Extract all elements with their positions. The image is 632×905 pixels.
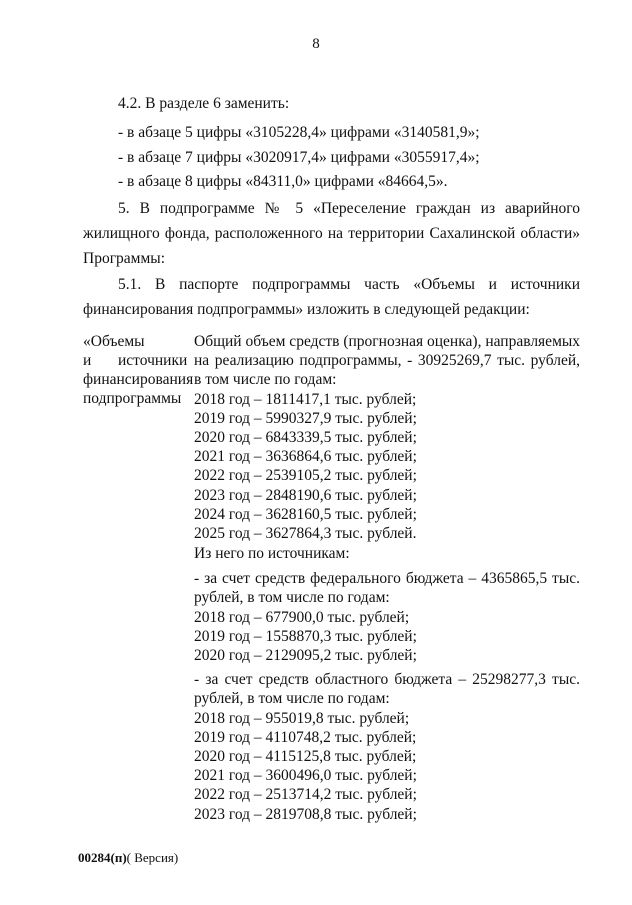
federal-year-row: 2019 год – 1558870,3 тыс. рублей; <box>194 627 417 645</box>
total-year-row: 2025 год – 3627864,3 тыс. рублей. <box>194 524 417 542</box>
section-4-2-item: - в абзаце 5 цифры «3105228,4» цифрами «3140581,9»; <box>118 124 480 141</box>
federal-year-row: 2020 год – 2129095,2 тыс. рублей; <box>194 646 417 664</box>
section-4-2-heading: 4.2. В разделе 6 заменить: <box>118 95 290 112</box>
regional-year-row: 2018 год – 955019,8 тыс. рублей; <box>194 709 410 727</box>
document-code: 00284(п) <box>78 850 127 865</box>
section-4-2-item: - в абзаце 7 цифры «3020917,4» цифрами «3055917,4»; <box>118 149 480 166</box>
section-4-2-item: - в абзаце 8 цифры «84311,0» цифрами «84664,5». <box>118 173 448 190</box>
federal-text: рублей, в том числе по годам: <box>194 589 390 606</box>
section-5-line: 5. В подпрограмме № 5 «Переселение граждан из аварийного <box>118 200 580 217</box>
table-label: финансирования <box>83 371 194 388</box>
regional-text: рублей, в том числе по годам: <box>194 690 390 707</box>
table-label: подпрограммы <box>83 390 182 407</box>
regional-year-row: 2021 год – 3600496,0 тыс. рублей; <box>194 767 417 785</box>
total-year-row: 2018 год – 1811417,1 тыс. рублей; <box>194 390 417 408</box>
section-5-line: жилищного фонда, расположенного на территории Сахалинской области» <box>83 225 580 242</box>
total-year-row: 2023 год – 2848190,6 тыс. рублей; <box>194 486 417 504</box>
regional-text: - за счет средств областного бюджета – 25298277,3 тыс. <box>194 671 580 688</box>
regional-year-row: 2022 год – 2513714,2 тыс. рублей; <box>194 786 417 804</box>
total-text: в том числе по годам: <box>194 371 337 388</box>
regional-year-row: 2019 год – 4110748,2 тыс. рублей; <box>194 728 417 746</box>
section-5-1-line: финансирования подпрограммы» изложить в следующей редакции: <box>83 301 530 318</box>
table-label: «Объемы <box>83 333 145 350</box>
total-text: на реализацию подпрограммы, - 30925269,7 тыс. рублей, <box>194 352 580 369</box>
total-text: Общий объем средств (прогнозная оценка), направляемых <box>194 333 581 350</box>
section-5-1-line: 5.1. В паспорте подпрограммы часть «Объемы и источники <box>118 276 580 293</box>
section-5-line: Программы: <box>83 250 166 267</box>
total-year-row: 2020 год – 6843339,5 тыс. рублей; <box>194 428 417 446</box>
regional-year-row: 2020 год – 4115125,8 тыс. рублей; <box>194 747 417 765</box>
table-label: и <box>83 352 92 369</box>
table-label: источники <box>118 352 188 369</box>
total-year-row: 2024 год – 3628160,5 тыс. рублей; <box>194 505 417 523</box>
document-version: ( Версия) <box>126 850 179 865</box>
federal-year-row: 2018 год – 677900,0 тыс. рублей; <box>194 608 410 626</box>
regional-year-row: 2023 год – 2819708,8 тыс. рублей; <box>194 805 417 823</box>
document-footer <box>78 850 178 866</box>
sources-heading: Из него по источникам: <box>194 544 350 562</box>
total-year-row: 2019 год – 5990327,9 тыс. рублей; <box>194 409 417 427</box>
total-year-row: 2021 год – 3636864,6 тыс. рублей; <box>194 448 417 466</box>
federal-text: - за счет средств федерального бюджета – 4365865,5 тыс. <box>194 570 580 587</box>
page-number: 8 <box>312 36 320 52</box>
total-year-row: 2022 год – 2539105,2 тыс. рублей; <box>194 467 417 485</box>
